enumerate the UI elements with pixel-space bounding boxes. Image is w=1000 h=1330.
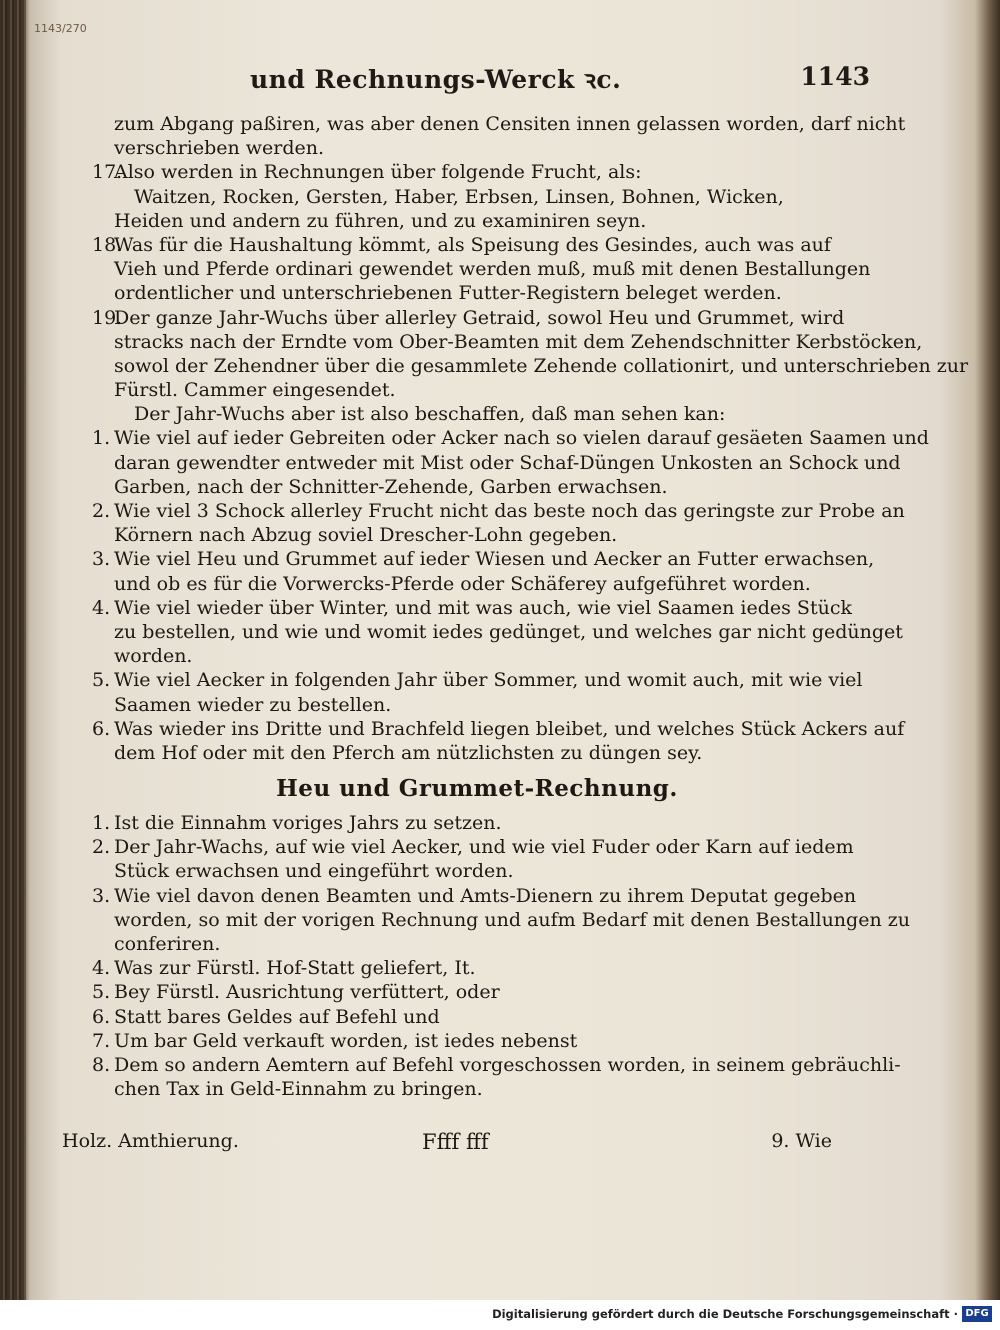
text-line	[92, 547, 875, 571]
line-text: conferiren.	[114, 933, 221, 955]
item-number: 6.	[92, 1005, 111, 1028]
text-line	[92, 257, 871, 281]
text-line	[92, 402, 862, 426]
line-text: Ist die Einnahm voriges Jahrs zu setzen.	[114, 812, 502, 835]
line-text: stracks nach der Erndte vom Ober-Beamten mit dem Zehendschnitter Kerbstöcken,	[114, 330, 923, 353]
line-text: Vieh und Pferde ordinari gewendet werden muß, muß mit denen Bestallungen	[114, 258, 871, 281]
attribution-strip	[0, 1300, 1000, 1330]
line-text: Wie viel Aecker in folgenden Jahr über Sommer, und womit auch, mit wie viel	[114, 669, 863, 692]
line-text: Wie viel 3 Schock allerley Frucht nicht das beste noch das geringste zur Probe an	[114, 500, 905, 522]
running-head-title: und Rechnungs-Werck ꝛc.	[250, 65, 622, 94]
section-heading: Heu und Grummet-Rechnung.	[276, 775, 678, 803]
text-line	[92, 1077, 862, 1101]
text-line	[92, 426, 929, 450]
line-text: Waitzen, Rocken, Gersten, Haber, Erbsen, Linsen, Bohnen, Wicken,	[134, 185, 784, 208]
item-number: 7.	[92, 1029, 111, 1052]
line-text: verschrieben werden.	[114, 137, 325, 160]
catchword: 9. Wie	[771, 1130, 832, 1152]
text-line	[92, 185, 862, 209]
text-line	[92, 475, 862, 499]
text-line	[92, 932, 862, 956]
page-number: 1143	[800, 62, 870, 91]
line-text: Also werden in Rechnungen über folgende Frucht, als:	[114, 161, 642, 184]
text-line	[92, 112, 906, 136]
text-line	[92, 1053, 901, 1077]
text-line	[92, 596, 862, 620]
paragraph-block	[92, 112, 969, 765]
text-line	[92, 233, 862, 257]
running-head	[210, 62, 870, 102]
attribution-text: Digitalisierung gefördert durch die Deutsche Forschungsgemeinschaft ·	[492, 1307, 958, 1321]
line-text: Stück erwachsen und eingeführt worden.	[114, 860, 514, 883]
page	[30, 20, 980, 1295]
text-line	[92, 1005, 862, 1029]
signature-line: Holz. Amthierung.	[62, 1130, 239, 1152]
dfg-logo: DFG	[962, 1306, 992, 1322]
item-number: 3.	[92, 548, 111, 571]
line-text: zum Abgang paßiren, was aber denen Censiten innen gelassen worden, darf nicht	[114, 113, 906, 135]
corner-mark: 1143/270	[34, 22, 87, 35]
text-line	[92, 741, 862, 765]
text-line	[92, 136, 862, 160]
signature-mark: Ffff fff	[422, 1130, 489, 1154]
line-text: Körnern nach Abzug soviel Drescher-Lohn gegeben.	[114, 524, 618, 547]
line-text: Fürstl. Cammer eingesendet.	[114, 379, 396, 402]
item-number: 17.	[92, 161, 123, 184]
line-text: Was wieder ins Dritte und Brachfeld liegen bleibet, und welches Stück Ackers auf	[114, 717, 905, 740]
line-text: sowol der Zehendner über die gesammlete Zehende collationirt, und unterschrieben zur	[114, 354, 969, 377]
text-line	[92, 1029, 862, 1053]
text-line	[92, 717, 905, 741]
text-line	[92, 306, 862, 330]
text-line	[92, 378, 862, 402]
text-line	[92, 354, 969, 378]
line-text: Der ganze Jahr-Wuchs über allerley Getraid, sowol Heu und Grummet, wird	[114, 306, 845, 329]
line-text: Garben, nach der Schnitter-Zehende, Garben erwachsen.	[114, 475, 668, 498]
line-text: Saamen wieder zu bestellen.	[114, 693, 392, 716]
text-line	[92, 620, 903, 644]
item-number: 5.	[92, 669, 111, 692]
text-line	[92, 908, 910, 932]
line-text: daran gewendter entweder mit Mist oder Schaf-Düngen Unkosten an Schock und	[114, 451, 901, 474]
item-number: 2.	[92, 836, 111, 859]
line-text: Der Jahr-Wachs, auf wie viel Aecker, und wie viel Fuder oder Karn auf iedem	[114, 836, 854, 859]
line-text: Um bar Geld verkauft worden, ist iedes nebenst	[114, 1029, 578, 1052]
text-line	[92, 572, 862, 596]
text-line	[92, 835, 862, 859]
text-line	[92, 668, 862, 692]
line-text: zu bestellen, und wie und womit iedes gedünget, und welches gar nicht gedünget	[114, 620, 903, 643]
item-number: 5.	[92, 981, 111, 1004]
item-number: 4.	[92, 957, 111, 980]
line-text: Dem so andern Aemtern auf Befehl vorgeschossen worden, in seinem gebräuchli-	[114, 1053, 901, 1076]
item-number: 3.	[92, 884, 111, 907]
item-number: 4.	[92, 596, 111, 619]
text-line	[92, 956, 862, 980]
line-text: Heiden und andern zu führen, und zu examiniren seyn.	[114, 209, 647, 232]
text-line	[92, 451, 901, 475]
text-line	[92, 811, 862, 835]
text-line	[92, 980, 862, 1004]
item-number: 1.	[92, 812, 111, 835]
text-line	[92, 884, 862, 908]
item-number: 2.	[92, 500, 111, 522]
paragraph-block	[92, 811, 910, 1101]
text-line	[92, 523, 862, 547]
line-text: worden.	[114, 645, 193, 668]
line-text: Statt bares Geldes auf Befehl und	[114, 1005, 440, 1028]
line-text: Der Jahr-Wuchs aber ist also beschaffen, daß man sehen kan:	[134, 403, 726, 426]
text-line	[92, 644, 862, 668]
item-number: 19.	[92, 306, 123, 329]
text-line	[92, 281, 862, 305]
line-text: Wie viel Heu und Grummet auf ieder Wiesen und Aecker an Futter erwachsen,	[114, 548, 875, 571]
line-text: Wie viel davon denen Beamten und Amts-Dienern zu ihrem Deputat gegeben	[114, 884, 857, 907]
line-text: chen Tax in Geld-Einnahm zu bringen.	[114, 1078, 483, 1101]
line-text: worden, so mit der vorigen Rechnung und aufm Bedarf mit denen Bestallungen zu	[114, 908, 910, 931]
line-text: und ob es für die Vorwercks-Pferde oder Schäferey aufgeführet worden.	[114, 572, 811, 595]
line-text: Was für die Haushaltung kömmt, als Speisung des Gesindes, auch was auf	[114, 233, 831, 256]
item-number: 6.	[92, 717, 111, 740]
line-text: Was zur Fürstl. Hof-Statt geliefert, It.	[114, 957, 476, 980]
line-text: Wie viel wieder über Winter, und mit was auch, wie viel Saamen iedes Stück	[114, 596, 852, 619]
item-number: 1.	[92, 427, 111, 450]
item-number: 8.	[92, 1053, 111, 1076]
text-line	[92, 160, 862, 184]
body-text	[92, 112, 969, 1101]
item-number: 18.	[92, 233, 123, 256]
line-text: dem Hof oder mit den Pferch am nützlichsten zu düngen sey.	[114, 741, 703, 764]
book-spine-edge	[0, 0, 26, 1300]
page-footer	[62, 1130, 832, 1160]
line-text: Bey Fürstl. Ausrichtung verfüttert, oder	[114, 981, 500, 1004]
text-line	[92, 330, 923, 354]
text-line	[92, 209, 862, 233]
line-text: ordentlicher und unterschriebenen Futter-Registern beleget werden.	[114, 282, 782, 305]
text-line	[92, 859, 862, 883]
text-line	[92, 693, 862, 717]
line-text: Wie viel auf ieder Gebreiten oder Acker nach so vielen darauf gesäeten Saamen und	[114, 427, 929, 450]
text-line	[92, 499, 905, 523]
